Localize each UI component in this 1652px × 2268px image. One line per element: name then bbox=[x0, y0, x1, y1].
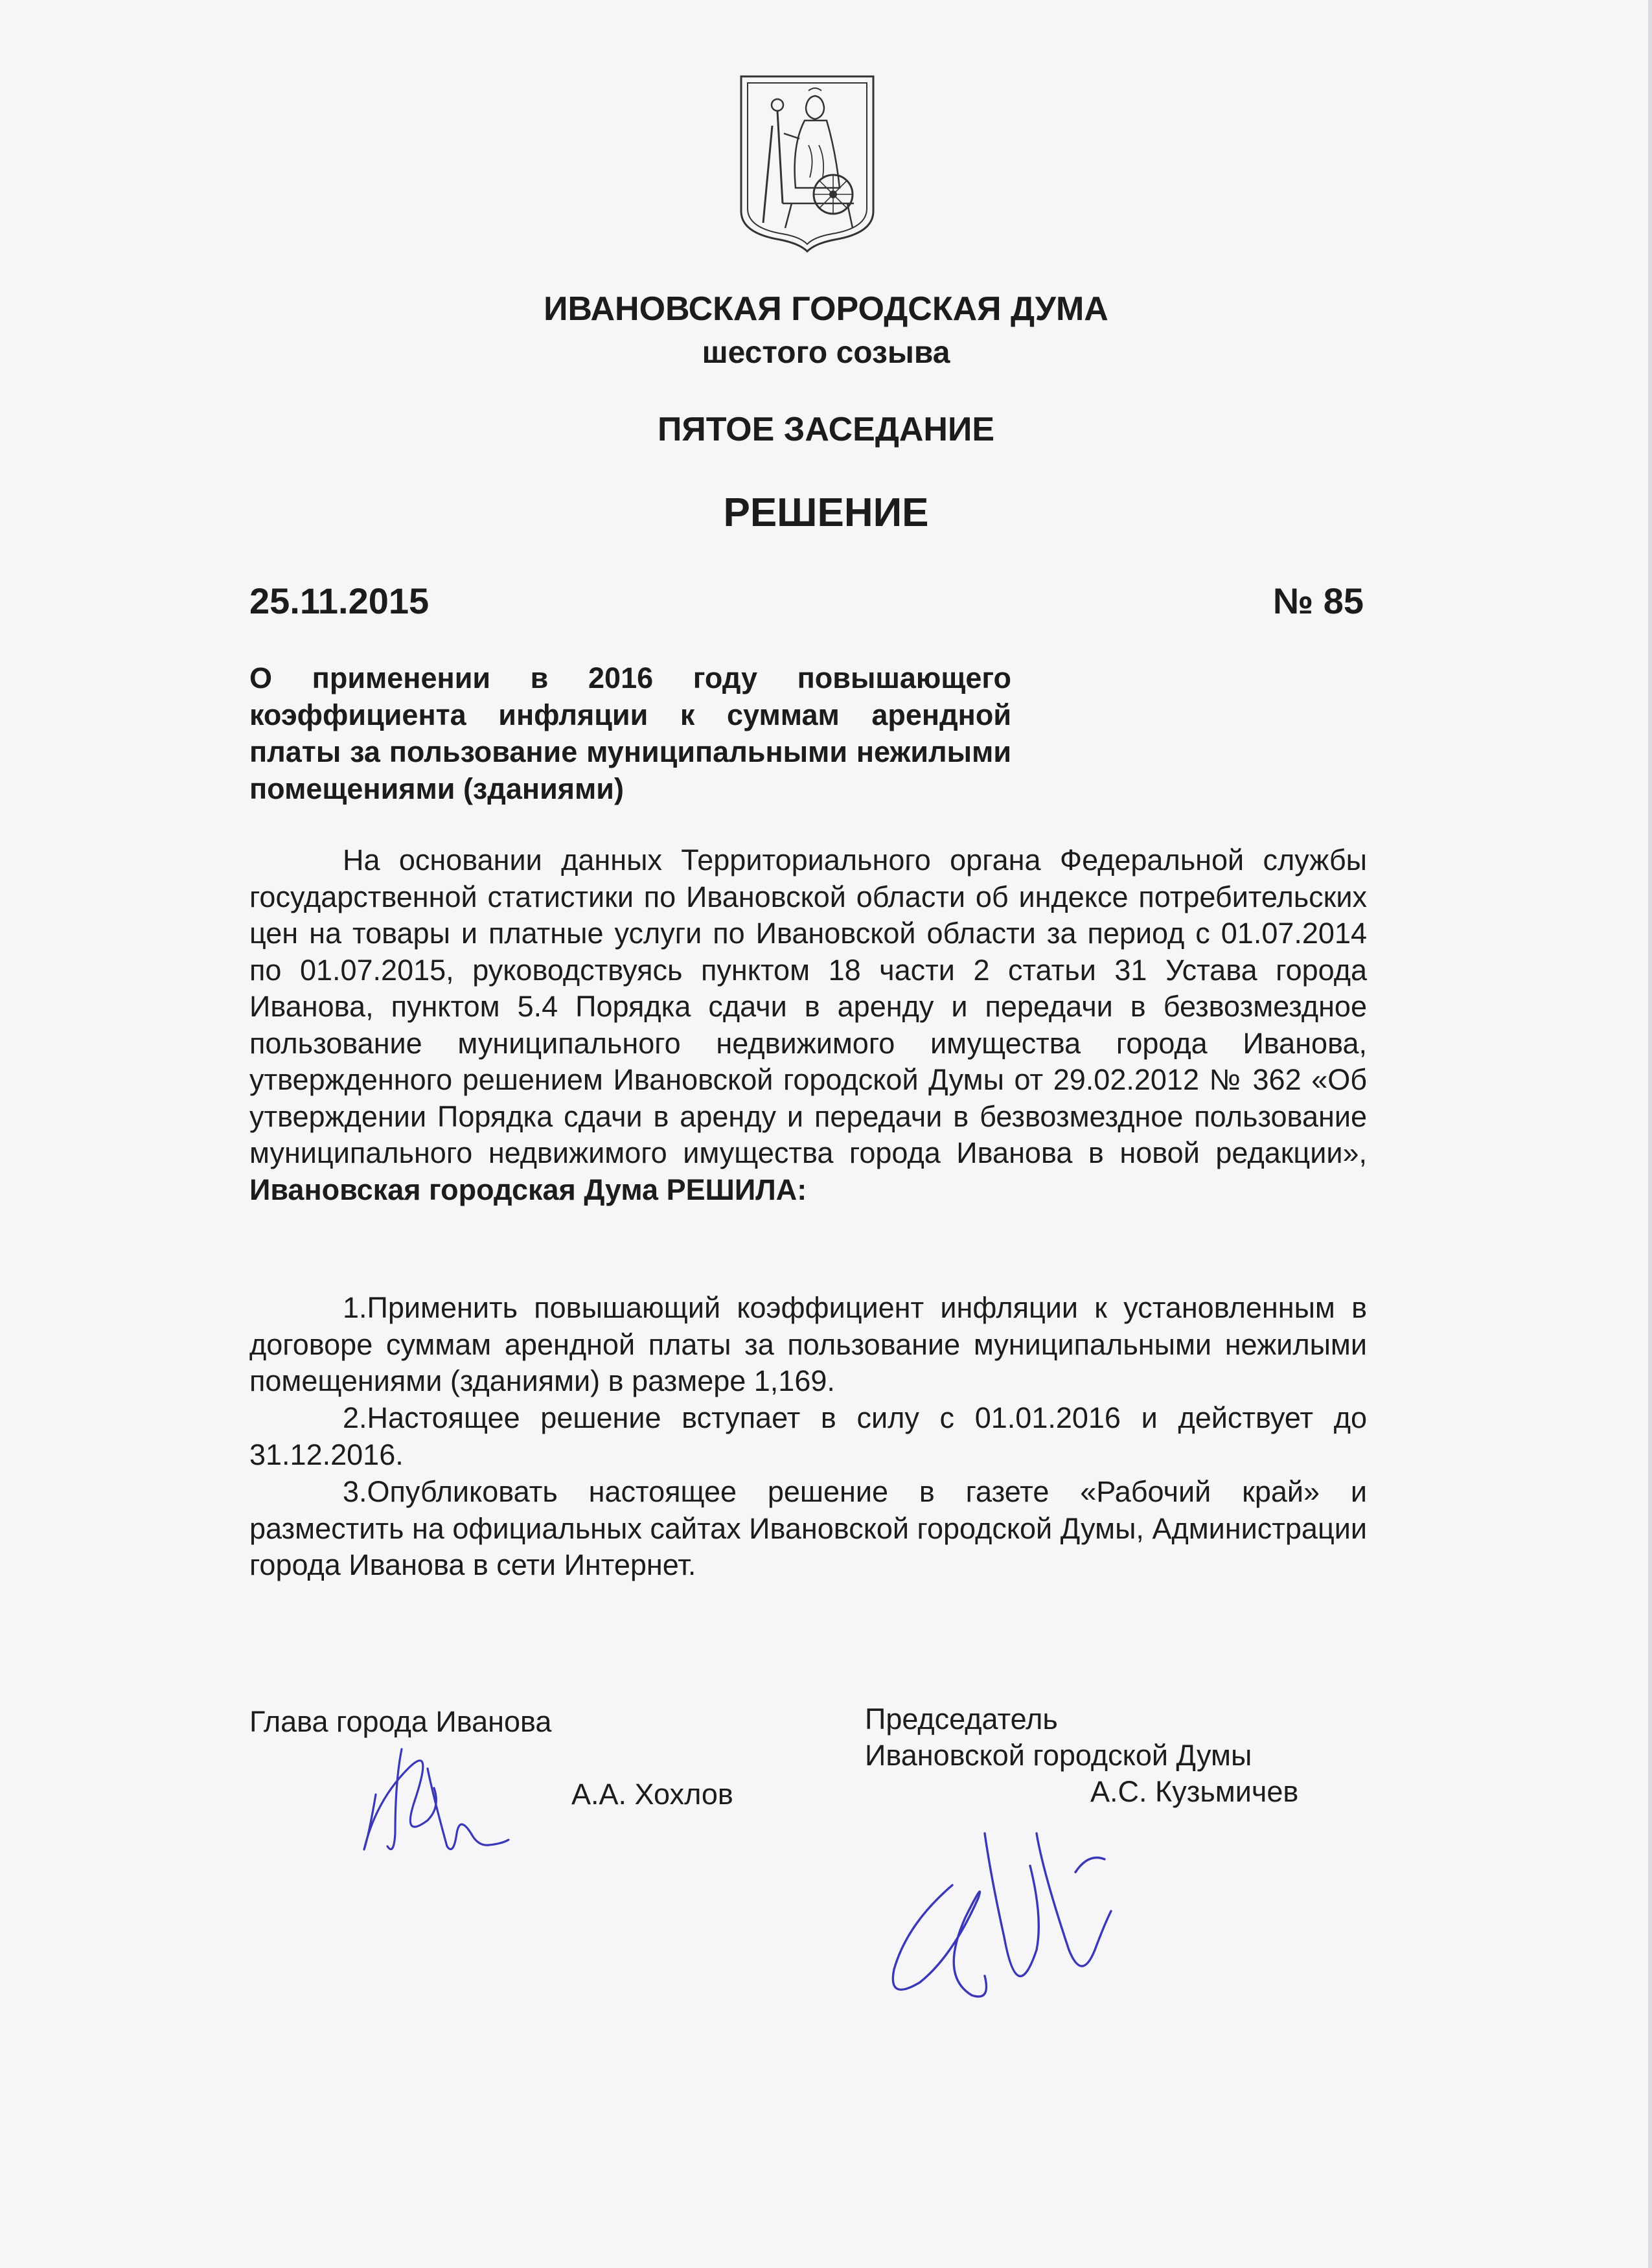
mayor-title: Глава города Иванова bbox=[249, 1705, 552, 1738]
coat-of-arms-emblem bbox=[737, 74, 877, 254]
document-type: РЕШЕНИЕ bbox=[723, 490, 929, 535]
resolved-phrase: Ивановская городская Дума РЕШИЛА: bbox=[249, 1173, 807, 1206]
decision-item-text: 1.Применить повышающий коэффициент инфляции к установленным в договоре суммам арендной платы за пользование муниципальными нежилыми помещениями (зданиями) в размере 1,169. bbox=[249, 1291, 1367, 1397]
chair-title: Председатель bbox=[865, 1702, 1058, 1735]
council-name: ИВАНОВСКАЯ ГОРОДСКАЯ ДУМА bbox=[544, 290, 1108, 328]
decision-item bbox=[249, 1290, 1367, 1400]
mayor-name: А.А. Хохлов bbox=[571, 1778, 733, 1811]
decision-item-text: 2.Настоящее решение вступает в силу с 01.01.2016 и действует до 31.12.2016. bbox=[249, 1401, 1367, 1471]
decision-item bbox=[249, 1474, 1367, 1584]
session-title: ПЯТОЕ ЗАСЕДАНИЕ bbox=[657, 411, 995, 448]
chair-handwritten-signature bbox=[881, 1788, 1127, 2021]
convocation: шестого созыва bbox=[702, 336, 950, 370]
document-number: № 85 bbox=[1272, 580, 1364, 621]
mayor-handwritten-signature bbox=[350, 1723, 518, 1879]
document-subject: О применении в 2016 году повышающего коэффициента инфляции к суммам арендной платы за пользование муниципальными нежилыми помещениями (зданиями) bbox=[249, 661, 1011, 805]
preamble-text: На основании данных Территориального органа Федеральной службы государственной статистики по Ивановской области об индексе потребительских цен на товары и платные услуги по Ивановской области за период с 01.07.2014 по 01.07.2015, руководствуясь пунктом 18 части 2 статьи 31 Устава города Иванова, пунктом 5.4 Порядка сдачи в аренду и передачи в безвозмездное пользование муниципального недвижимого имущества города Иванова, утвержденного решением Ивановской городской Думы от 29.02.2012 № 362 «Об утверждении Порядка сдачи в аренду и передачи в безвозмездное пользование муниципального недвижимого имущества города Иванова в новой редакции», bbox=[249, 843, 1367, 1169]
chair-title-council: Ивановской городской Думы bbox=[865, 1739, 1252, 1772]
decision-item bbox=[249, 1400, 1367, 1473]
preamble-paragraph bbox=[249, 842, 1367, 1208]
decision-item-text: 3.Опубликовать настоящее решение в газете «Рабочий край» и разместить на официальных сайтах Ивановской городской Думы, Администрации города Иванова в сети Интернет. bbox=[249, 1475, 1367, 1581]
document-date: 25.11.2015 bbox=[249, 580, 430, 621]
chair-name: А.С. Кузьмичев bbox=[1090, 1775, 1299, 1808]
